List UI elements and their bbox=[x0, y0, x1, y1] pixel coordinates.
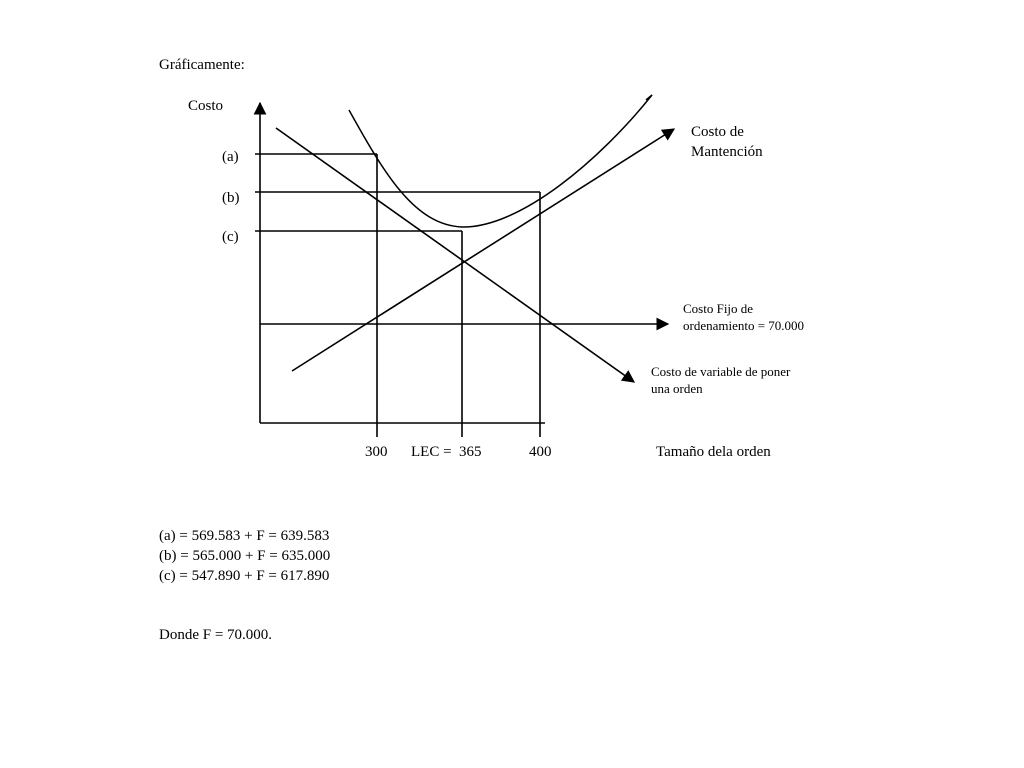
fixed-cost-label-line1: Costo Fijo de bbox=[683, 301, 754, 316]
total-cost-curve bbox=[349, 95, 652, 227]
fixed-cost-label-line2: ordenamiento = 70.000 bbox=[683, 318, 805, 333]
page-heading: Gráficamente: bbox=[159, 57, 245, 73]
level-c-label: (c) bbox=[222, 229, 239, 245]
y-axis-label: Costo bbox=[188, 98, 224, 114]
equation-c: (c) = 547.890 + F = 617.890 bbox=[159, 568, 330, 584]
x-tick-lec-365: LEC = 365 bbox=[411, 444, 482, 460]
variable-cost-label-line2: una orden bbox=[651, 381, 703, 396]
equation-a: (a) = 569.583 + F = 639.583 bbox=[159, 528, 330, 544]
variable-cost-label-line1: Costo de variable de poner bbox=[651, 364, 791, 379]
equations-block bbox=[159, 526, 330, 586]
level-b-label: (b) bbox=[222, 190, 240, 206]
equation-b: (b) = 565.000 + F = 635.000 bbox=[159, 548, 331, 564]
holding-cost-line bbox=[292, 129, 674, 371]
x-tick-400: 400 bbox=[529, 444, 552, 460]
level-a-label: (a) bbox=[222, 149, 239, 165]
variable-cost-line bbox=[276, 128, 634, 382]
x-axis-label: Tamaño dela orden bbox=[656, 444, 771, 460]
holding-cost-label-line1: Costo de bbox=[691, 124, 744, 140]
x-tick-300: 300 bbox=[365, 444, 388, 460]
holding-cost-label-line2: Mantención bbox=[691, 144, 763, 160]
footnote: Donde F = 70.000. bbox=[159, 627, 273, 643]
